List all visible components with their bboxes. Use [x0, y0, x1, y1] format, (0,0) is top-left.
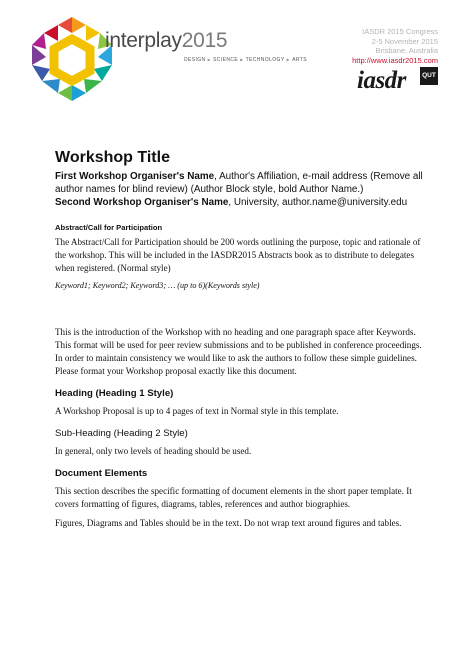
tagline: [184, 57, 307, 63]
author-1-name: First Workshop Organiser's Name: [55, 171, 215, 182]
tagline-item: ARTS: [292, 57, 307, 63]
tagline-item: DESIGN: [184, 57, 206, 63]
sub-heading: Sub-Heading (Heading 2 Style): [55, 428, 188, 439]
event-name: IASDR 2015 Congress: [362, 27, 438, 36]
heading-document-elements: Document Elements: [55, 468, 148, 479]
brand-name: interplay: [105, 29, 182, 52]
abstract-heading: Abstract/Call for Participation: [55, 223, 163, 232]
interplay-logo-icon: [28, 15, 116, 103]
heading-1: Heading (Heading 1 Style): [55, 388, 174, 399]
iasdr-logo: iasdr: [357, 67, 406, 94]
event-location: Brisbane, Australia: [375, 46, 438, 55]
author-2-name: Second Workshop Organiser's Name: [55, 197, 229, 208]
intro-paragraph: This is the introduction of the Workshop with no heading and one paragraph space after Keywords. This format will be used for peer review submissions and to be published in conference proceedings. In order to maintain consistency we would like to ask the authors to follow these simple guidelines. Please format your Workshop proposal exactly like this document.: [55, 327, 422, 376]
author-1: [55, 170, 425, 196]
figures-paragraph: Figures, Diagrams and Tables should be in the text. Do not wrap text around figures and tables.: [55, 518, 402, 528]
document-body: [55, 149, 425, 530]
brand-wordmark: [105, 30, 227, 51]
tagline-arrow-icon: ▶: [240, 57, 244, 62]
tagline-arrow-icon: ▶: [286, 57, 291, 62]
logo-hexagon: [54, 39, 90, 81]
tagline-item: TECHNOLOGY: [245, 57, 285, 63]
keywords: Keyword1; Keyword2; Keyword3; … (up to 6)(Keywords style): [55, 281, 260, 290]
brand-year: 2015: [181, 29, 228, 52]
heading-1-paragraph: A Workshop Proposal is up to 4 pages of text in Normal style in this template.: [55, 406, 339, 416]
sub-heading-paragraph: In general, only two levels of heading should be used.: [55, 446, 252, 456]
event-url-link[interactable]: http://www.iasdr2015.com: [352, 55, 438, 65]
abstract-text: The Abstract/Call for Participation should be 200 words outlining the purpose, topic and rationale of the workshop. This will be included in the IASDR2015 Abstracts book as to distribute to delegates when registered. (Normal style): [55, 237, 421, 273]
qut-logo: QUT: [420, 67, 438, 85]
logo-triangles: [32, 17, 112, 101]
author-2: [55, 196, 425, 209]
author-2-details: , University, author.name@university.edu: [228, 197, 408, 208]
author-1-details: , Author's Affiliation, e-mail address (Remove all author names for blind review) (Author Block style, bold Author Name.): [55, 171, 423, 195]
tagline-item: SCIENCE: [213, 57, 239, 63]
tagline-arrow-icon: ▶: [207, 57, 212, 62]
event-info: [352, 27, 438, 65]
author-block: [55, 170, 425, 209]
document-title: Workshop Title: [55, 149, 170, 166]
event-dates: 2-5 November 2015: [371, 36, 438, 46]
document-elements-paragraph: This section describes the specific formatting of document elements in the short paper template. It covers formatting of figures, diagrams, tables, references and author biographies.: [55, 486, 412, 509]
